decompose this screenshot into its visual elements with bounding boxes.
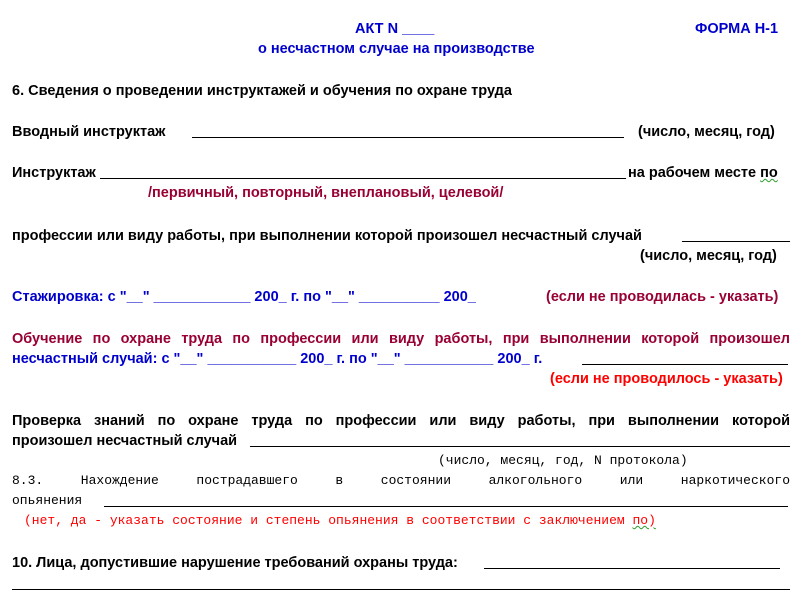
profession-blank (682, 227, 790, 242)
training-line-2: несчастный случай: с "__" ___________ 200_ г. по "__" ___________ 200_ г. (12, 351, 543, 367)
intoxication-blank (104, 492, 788, 507)
intro-briefing-blank (192, 123, 624, 138)
training-line-1: Обучение по охране труда по профессии или виду работы, при выполнении которой произошел (12, 331, 790, 347)
briefing-blank (100, 164, 626, 179)
section-8-3-line-1: 8.3. Нахождение пострадавшего в состоянии алкогольного или наркотического (12, 473, 790, 488)
intro-briefing-label: Вводный инструктаж (12, 124, 166, 140)
briefing-types: /первичный, повторный, внеплановый, целевой/ (148, 185, 504, 201)
briefing-tail: на рабочем месте по (628, 165, 778, 181)
section-10-title: 10. Лица, допустившие нарушение требований охраны труда: (12, 555, 458, 571)
check-hint: (число, месяц, год, N протокола) (438, 453, 688, 468)
form-label: ФОРМА Н-1 (695, 21, 779, 37)
profession-hint: (число, месяц, год) (640, 248, 777, 264)
check-line-1: Проверка знаний по охране труда по профессии или виду работы, при выполнении которой (12, 413, 790, 429)
section-6-title: 6. Сведения о проведении инструктажей и обучения по охране труда (12, 83, 512, 99)
training-blank (582, 350, 788, 365)
act-number-title: АКТ N ____ (355, 21, 435, 37)
intro-briefing-hint: (число, месяц, год) (638, 124, 775, 140)
violators-blank-2 (12, 575, 790, 590)
check-blank (250, 432, 790, 447)
profession-line: профессии или виду работы, при выполнении которой произошел несчастный случай (12, 228, 642, 244)
briefing-label: Инструктаж (12, 165, 96, 181)
intoxication-hint: (нет, да - указать состояние и степень опьянения в соответствии с заключением по) (24, 513, 656, 528)
training-hint: (если не проводилось - указать) (550, 371, 783, 387)
violators-blank (484, 554, 780, 569)
check-line-2: произошел несчастный случай (12, 433, 238, 449)
internship-line: Стажировка: с "__" ____________ 200_ г. по "__" __________ 200_ (12, 289, 476, 305)
section-8-3-line-2: опьянения (12, 493, 83, 508)
internship-hint: (если не проводилась - указать) (546, 289, 779, 305)
act-subtitle: о несчастном случае на производстве (258, 41, 535, 57)
